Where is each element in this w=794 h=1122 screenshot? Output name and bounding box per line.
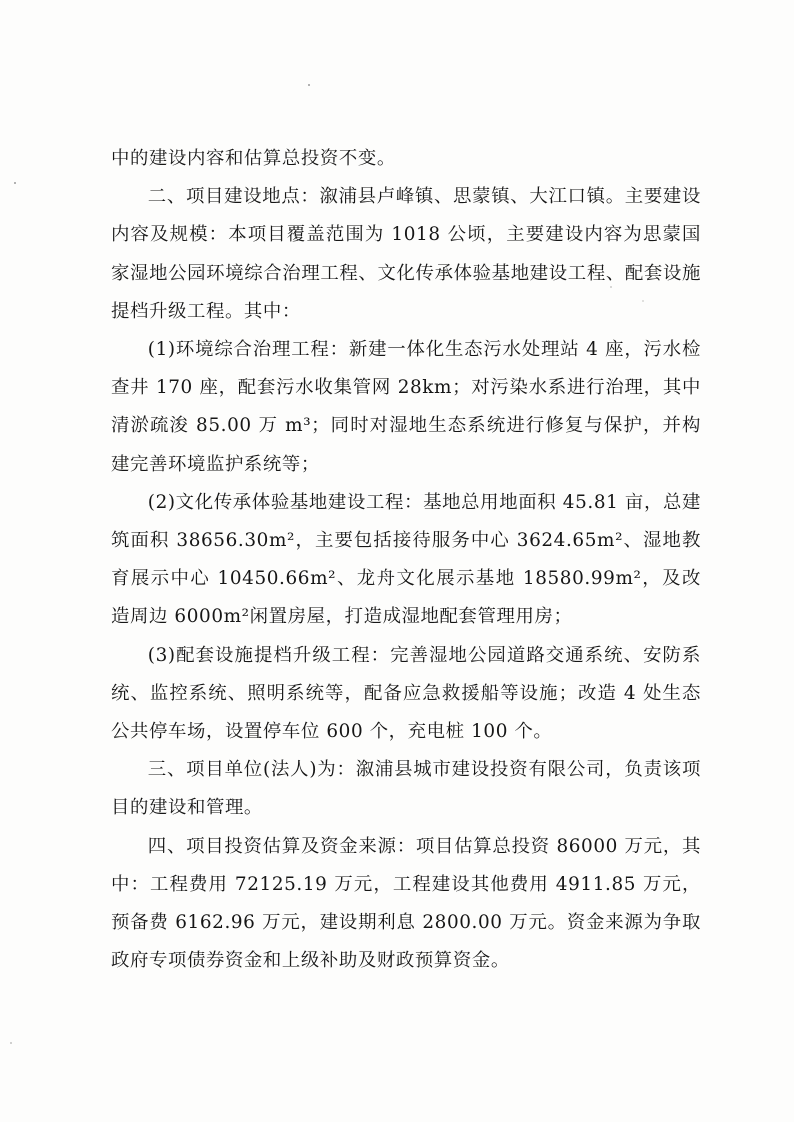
scan-speck [14, 182, 16, 184]
paragraph-project-unit: 三、项目单位(法人)为：溆浦县城市建设投资有限公司，负责该项目的建设和管理。 [111, 759, 701, 819]
scan-speck [308, 84, 310, 86]
document-body [111, 140, 701, 980]
paragraph-supporting-facilities: (3)配套设施提档升级工程：完善湿地公园道路交通系统、安防系统、监控系统、照明系统等，配备应急救援船等设施；改造 4 处生态公共停车场，设置停车位 600 个，充电桩 100 个。 [111, 644, 701, 743]
scan-speck [642, 300, 644, 302]
paragraph-project-location: 二、项目建设地点：溆浦县卢峰镇、思蒙镇、大江口镇。主要建设内容及规模：本项目覆盖范围为 1018 公顷，主要建设内容为思蒙国家湿地公园环境综合治理工程、文化传承体验基地建设工程、配套设施提档升级工程。其中： [111, 186, 701, 322]
scan-speck [10, 1042, 12, 1044]
paragraph-investment-funding: 四、项目投资估算及资金来源：项目估算总投资 86000 万元，其中：工程费用 72125.19 万元，工程建设其他费用 4911.85 万元，预备费 6162.96 万元，建设期利息 2800.00 万元。资金来源为争取政府专项债券资金和上级补助及财政预算资金。 [111, 835, 701, 972]
paragraph-environmental-treatment: (1)环境综合治理工程：新建一体化生态污水处理站 4 座，污水检查井 170 座，配套污水收集管网 28km；对污染水系进行治理，其中清淤疏浚 85.00 万 m³；同时对湿地生态系统进行修复与保护，并构建完善环境监护系统等； [111, 339, 701, 475]
paragraph-cultural-base: (2)文化传承体验基地建设工程：基地总用地面积 45.81 亩，总建筑面积 38656.30m²，主要包括接待服务中心 3624.65m²、湿地教育展示中心 10450.66m²、龙舟文化展示基地 18580.99m²，及改造周边 6000m²闲置房屋，打造成湿地配套管理用房； [111, 491, 701, 628]
scan-speck [610, 286, 612, 288]
paragraph-continuation: 中的建设内容和估算总投资不变。 [111, 148, 396, 169]
